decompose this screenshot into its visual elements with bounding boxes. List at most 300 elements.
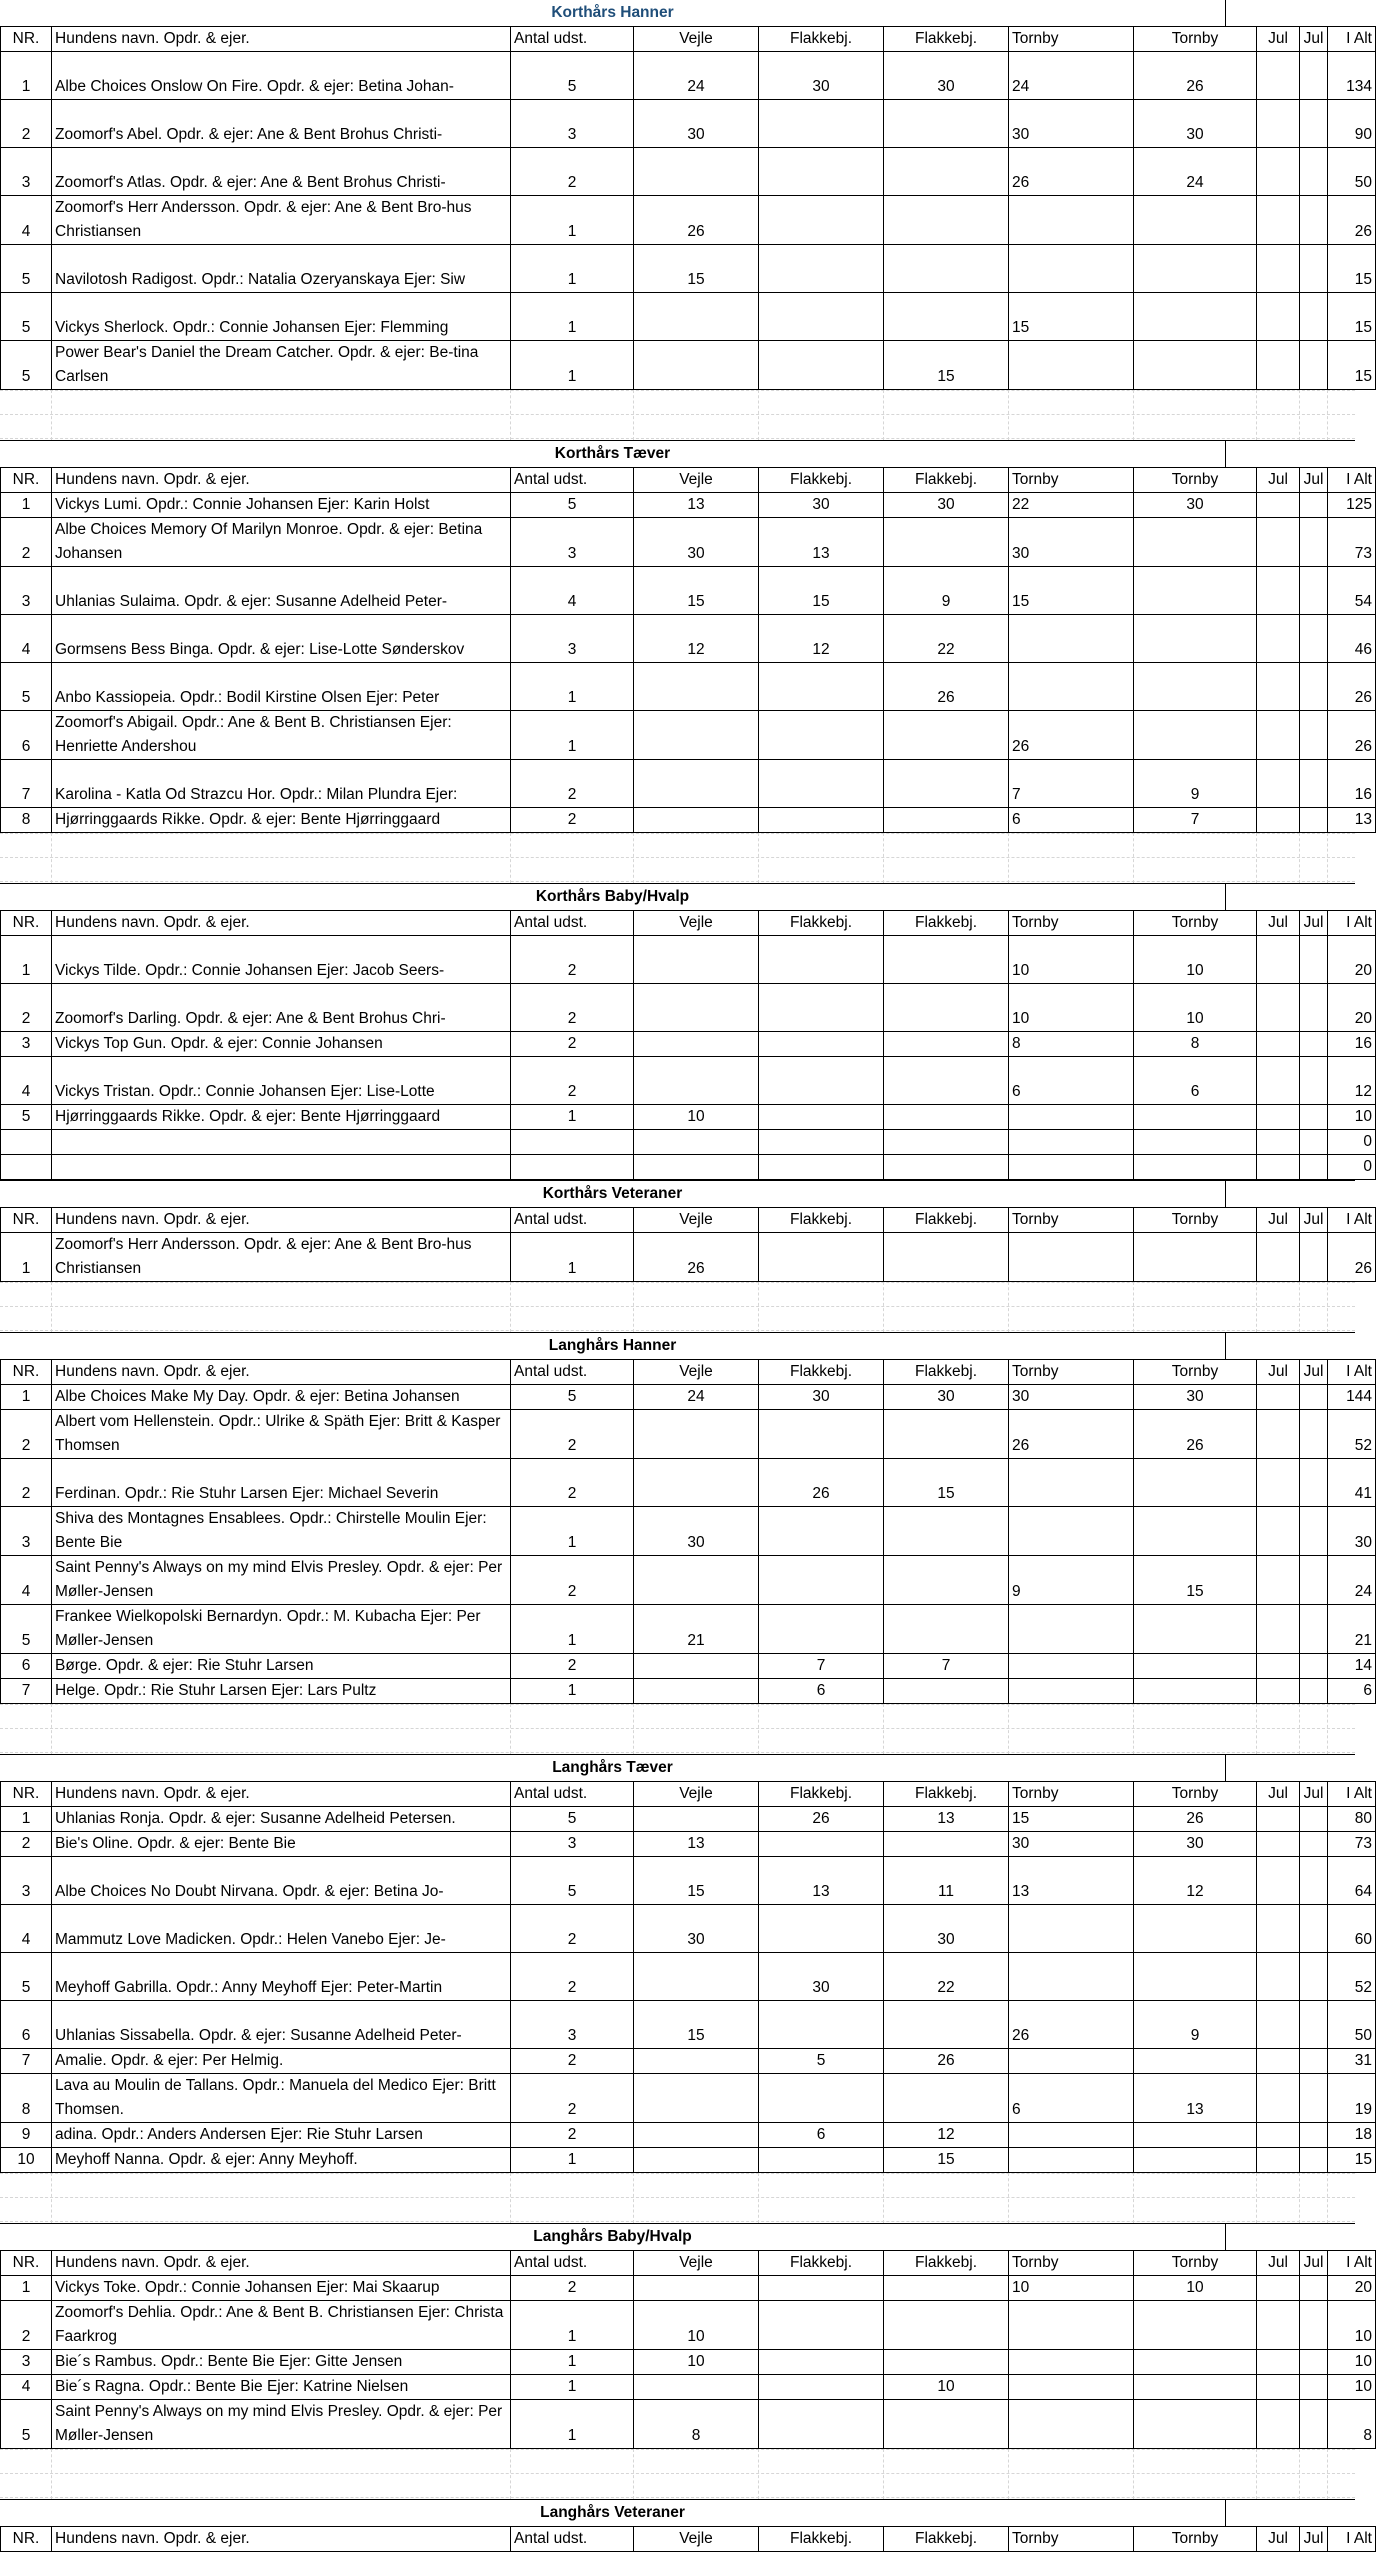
total-cell: 15 (1328, 293, 1376, 341)
score-cell: 6 (1009, 1057, 1134, 1105)
score-cell: 6 (1134, 1057, 1257, 1105)
header-row (1, 911, 1376, 936)
score-cell (1300, 760, 1328, 808)
score-cell: 30 (1134, 493, 1257, 518)
score-cell: 26 (634, 1233, 759, 1282)
rank-cell: 8 (1, 2074, 52, 2123)
score-cell (1300, 1832, 1328, 1857)
score-cell: 5 (511, 493, 634, 518)
score-cell (759, 2375, 884, 2400)
score-cell: 5 (511, 52, 634, 100)
ranking-table-korthaars-veteraner (0, 1207, 1376, 1282)
dog-name-text: Albe Choices No Doubt Nirvana. Opdr. & ejer: Betina Jo- (55, 1883, 444, 1900)
score-cell (1009, 2123, 1134, 2148)
score-cell (1300, 808, 1328, 833)
score-cell: 30 (759, 1385, 884, 1410)
score-cell (759, 2350, 884, 2375)
dog-name-text: Zoomorf's Atlas. Opdr. & ejer: Ane & Bent Brohus Christi- (55, 174, 446, 191)
score-cell: 10 (1134, 2276, 1257, 2301)
score-cell: 6 (1009, 2074, 1134, 2123)
rank-cell: 7 (1, 2049, 52, 2074)
column-header: Jul (1257, 27, 1300, 52)
score-cell: 2 (511, 1032, 634, 1057)
score-cell (759, 2400, 884, 2449)
gridline (0, 833, 1355, 834)
dog-name-cell (52, 2276, 511, 2301)
score-cell: 30 (759, 1953, 884, 2001)
rank-cell: 5 (1, 341, 52, 390)
table-row (1, 1857, 1376, 1905)
column-header: Vejle (634, 2251, 759, 2276)
gridline-gap (0, 833, 1355, 883)
score-cell (634, 1057, 759, 1105)
score-cell: 2 (511, 148, 634, 196)
score-cell (1134, 196, 1257, 245)
table-row (1, 808, 1376, 833)
score-cell: 2 (511, 2276, 634, 2301)
score-cell (1300, 1507, 1328, 1556)
column-header: I Alt (1328, 1360, 1376, 1385)
gridline (510, 1704, 511, 1754)
score-cell (1300, 1857, 1328, 1905)
score-cell (759, 1507, 884, 1556)
dog-name-cell (52, 663, 511, 711)
dog-name-cell (52, 245, 511, 293)
score-cell: 8 (1009, 1032, 1134, 1057)
score-cell (1134, 1605, 1257, 1654)
dog-name-cell (52, 2400, 511, 2449)
gridline (883, 1282, 884, 1332)
score-cell (884, 518, 1009, 567)
score-cell: 6 (1009, 808, 1134, 833)
score-cell: 24 (1009, 52, 1134, 100)
table-row (1, 936, 1376, 984)
rank-cell: 2 (1, 2301, 52, 2350)
score-cell (1009, 1679, 1134, 1704)
rank-cell: 5 (1, 1105, 52, 1130)
score-cell (759, 2148, 884, 2173)
score-cell (1257, 1233, 1300, 1282)
table-row (1, 341, 1376, 390)
score-cell (884, 1233, 1009, 1282)
gridline (633, 2173, 634, 2223)
rank-cell: 5 (1, 663, 52, 711)
dog-name-cell (52, 808, 511, 833)
gridline (883, 1704, 884, 1754)
gridline (0, 2221, 1355, 2222)
dog-name-cell (52, 1057, 511, 1105)
total-cell: 20 (1328, 2276, 1376, 2301)
dog-name-text: Børge. Opdr. & ejer: Rie Stuhr Larsen (55, 1657, 314, 1674)
column-header: Flakkebj. (884, 468, 1009, 493)
score-cell: 9 (1134, 760, 1257, 808)
gridline (0, 1728, 1355, 1729)
score-cell (759, 936, 884, 984)
rank-cell: 3 (1, 1857, 52, 1905)
score-cell: 11 (884, 1857, 1009, 1905)
score-cell (1257, 493, 1300, 518)
gridline (633, 1704, 634, 1754)
score-cell: 2 (511, 1556, 634, 1605)
score-cell (634, 1679, 759, 1704)
table-row (1, 1905, 1376, 1953)
total-cell: 20 (1328, 984, 1376, 1032)
column-header: Jul (1257, 2251, 1300, 2276)
score-cell (1257, 1953, 1300, 2001)
score-cell (1300, 2350, 1328, 2375)
column-header: Hundens navn. Opdr. & ejer. (52, 2251, 511, 2276)
score-cell: 2 (511, 936, 634, 984)
score-cell (759, 1556, 884, 1605)
score-cell (1134, 2123, 1257, 2148)
dog-name-cell (52, 518, 511, 567)
rank-cell: 1 (1, 936, 52, 984)
total-cell: 52 (1328, 1953, 1376, 2001)
table-row (1, 1155, 1376, 1180)
total-cell: 41 (1328, 1459, 1376, 1507)
score-cell: 30 (1009, 100, 1134, 148)
total-cell: 13 (1328, 808, 1376, 833)
dog-name-text: Frankee Wielkopolski Bernardyn. Opdr.: M. Kubacha Ejer: Per Møller-Jensen (55, 1608, 481, 1649)
total-cell: 15 (1328, 341, 1376, 390)
dog-name-text: Uhlanias Ronja. Opdr. & ejer: Susanne Adelheid Petersen. (55, 1810, 456, 1827)
column-header: Tornby (1009, 2527, 1134, 2552)
gridline (1327, 390, 1328, 440)
score-cell: 15 (884, 1459, 1009, 1507)
score-cell (1257, 1905, 1300, 1953)
section-title-text: Langhårs Tæver (0, 1755, 1226, 1781)
score-cell (1257, 1832, 1300, 1857)
score-cell (759, 2074, 884, 2123)
column-header: Tornby (1134, 27, 1257, 52)
gridline (0, 881, 1355, 882)
score-cell (634, 1130, 759, 1155)
column-header: Hundens navn. Opdr. & ejer. (52, 1782, 511, 1807)
score-cell: 3 (511, 100, 634, 148)
dog-name-text: Saint Penny's Always on my mind Elvis Presley. Opdr. & ejer: Per Møller-Jensen (55, 2403, 503, 2444)
score-cell: 24 (634, 1385, 759, 1410)
column-header: Hundens navn. Opdr. & ejer. (52, 468, 511, 493)
score-cell (1257, 2123, 1300, 2148)
column-header: Vejle (634, 468, 759, 493)
column-header: I Alt (1328, 911, 1376, 936)
total-cell: 14 (1328, 1654, 1376, 1679)
score-cell (1257, 1032, 1300, 1057)
dog-name-text: Zoomorf's Herr Andersson. Opdr. & ejer: Ane & Bent Bro-hus Christiansen (55, 1236, 472, 1277)
score-cell (1009, 2049, 1134, 2074)
score-cell: 13 (1134, 2074, 1257, 2123)
score-cell (1300, 2148, 1328, 2173)
column-header: Vejle (634, 911, 759, 936)
score-cell: 13 (1009, 1857, 1134, 1905)
gridline (51, 833, 52, 883)
table-row (1, 2350, 1376, 2375)
gridline (1299, 2173, 1300, 2223)
column-header: Flakkebj. (759, 2527, 884, 2552)
score-cell (1257, 808, 1300, 833)
score-cell (1300, 1410, 1328, 1459)
score-cell (1300, 2123, 1328, 2148)
gridline (1299, 1282, 1300, 1332)
score-cell (1300, 567, 1328, 615)
dog-name-cell (52, 1155, 511, 1180)
gridline (758, 390, 759, 440)
dog-name-cell (52, 1905, 511, 1953)
gridline (0, 438, 1355, 439)
gridline (633, 2449, 634, 2499)
total-cell: 6 (1328, 1679, 1376, 1704)
score-cell: 13 (884, 1807, 1009, 1832)
column-header: Hundens navn. Opdr. & ejer. (52, 1208, 511, 1233)
score-cell (1300, 615, 1328, 663)
score-cell (884, 2001, 1009, 2049)
score-cell (1134, 2350, 1257, 2375)
dog-name-cell (52, 2350, 511, 2375)
score-cell: 10 (634, 2350, 759, 2375)
score-cell (634, 1410, 759, 1459)
score-cell: 30 (1009, 518, 1134, 567)
column-header: Vejle (634, 1208, 759, 1233)
total-cell: 24 (1328, 1556, 1376, 1605)
total-cell: 20 (1328, 936, 1376, 984)
score-cell: 2 (511, 1057, 634, 1105)
table-row (1, 2123, 1376, 2148)
gridline (1256, 1704, 1257, 1754)
dog-name-text: Vickys Toke. Opdr.: Connie Johansen Ejer: Mai Skaarup (55, 2279, 440, 2296)
score-cell (1134, 711, 1257, 760)
total-cell: 0 (1328, 1130, 1376, 1155)
total-cell: 10 (1328, 2375, 1376, 2400)
score-cell (1009, 341, 1134, 390)
dog-name-text: Bie´s Ragna. Opdr.: Bente Bie Ejer: Katrine Nielsen (55, 2378, 409, 2395)
column-header: Flakkebj. (884, 1782, 1009, 1807)
dog-name-cell (52, 1832, 511, 1857)
score-cell: 15 (634, 245, 759, 293)
column-header: Jul (1257, 468, 1300, 493)
score-cell: 2 (511, 1410, 634, 1459)
gridline (0, 2449, 1355, 2450)
score-cell: 2 (511, 2123, 634, 2148)
score-cell (1300, 1905, 1328, 1953)
section-title-text: Korthårs Baby/Hvalp (0, 884, 1226, 910)
gridline-gap (0, 2173, 1355, 2223)
column-header: Antal udst. (511, 468, 634, 493)
score-cell: 7 (759, 1654, 884, 1679)
column-header: NR. (1, 1208, 52, 1233)
column-header: Antal udst. (511, 1360, 634, 1385)
column-header: Tornby (1009, 468, 1134, 493)
dog-name-cell (52, 1654, 511, 1679)
rank-cell: 7 (1, 1679, 52, 1704)
score-cell: 5 (511, 1385, 634, 1410)
column-header: Tornby (1009, 911, 1134, 936)
score-cell: 12 (634, 615, 759, 663)
column-header: I Alt (1328, 2527, 1376, 2552)
ranking-table-korthaars-taever (0, 467, 1376, 833)
score-cell: 15 (1009, 293, 1134, 341)
ranking-table-langhaars-veteraner (0, 2526, 1376, 2552)
score-cell (634, 1459, 759, 1507)
score-cell (884, 711, 1009, 760)
column-header: Flakkebj. (884, 1208, 1009, 1233)
total-cell: 90 (1328, 100, 1376, 148)
column-header: Flakkebj. (759, 1360, 884, 1385)
table-row (1, 567, 1376, 615)
column-header: NR. (1, 1360, 52, 1385)
score-cell: 8 (1134, 1032, 1257, 1057)
column-header: Flakkebj. (759, 468, 884, 493)
rank-cell: 6 (1, 2001, 52, 2049)
score-cell (759, 148, 884, 196)
gridline (1133, 2173, 1134, 2223)
gridline (510, 1282, 511, 1332)
total-cell: 46 (1328, 615, 1376, 663)
score-cell: 1 (511, 2400, 634, 2449)
score-cell (1300, 1105, 1328, 1130)
score-cell (884, 984, 1009, 1032)
gridline (758, 1282, 759, 1332)
score-cell (1257, 245, 1300, 293)
rank-cell: 2 (1, 1410, 52, 1459)
column-header: NR. (1, 27, 52, 52)
score-cell (759, 1605, 884, 1654)
score-cell (884, 1155, 1009, 1180)
table-row (1, 1556, 1376, 1605)
gridline (1008, 1282, 1009, 1332)
dog-name-cell (52, 2049, 511, 2074)
column-header: Flakkebj. (884, 27, 1009, 52)
dog-name-cell (52, 1605, 511, 1654)
column-header: Flakkebj. (884, 1360, 1009, 1385)
total-cell: 0 (1328, 1155, 1376, 1180)
dog-name-cell (52, 1953, 511, 2001)
score-cell: 7 (1134, 808, 1257, 833)
column-header: I Alt (1328, 468, 1376, 493)
dog-name-cell (52, 1410, 511, 1459)
dog-name-cell (52, 2301, 511, 2350)
column-header: Antal udst. (511, 27, 634, 52)
gridline (0, 1282, 1355, 1283)
score-cell (1257, 663, 1300, 711)
total-cell: 50 (1328, 148, 1376, 196)
score-cell: 12 (1134, 1857, 1257, 1905)
gridline (1299, 833, 1300, 883)
score-cell (1134, 663, 1257, 711)
score-cell: 2 (511, 2049, 634, 2074)
column-header: Tornby (1134, 1360, 1257, 1385)
score-cell: 9 (1134, 2001, 1257, 2049)
section-title-korthaars-veteraner (0, 1180, 1355, 1207)
score-cell (1300, 711, 1328, 760)
score-cell (634, 936, 759, 984)
gridline (1327, 833, 1328, 883)
score-cell (1300, 663, 1328, 711)
dog-name-cell (52, 1857, 511, 1905)
score-cell (1257, 1105, 1300, 1130)
table-row (1, 1605, 1376, 1654)
column-header: Hundens navn. Opdr. & ejer. (52, 27, 511, 52)
score-cell (1134, 1905, 1257, 1953)
score-cell (759, 341, 884, 390)
column-header: Jul (1300, 27, 1328, 52)
dog-name-text: Helge. Opdr.: Rie Stuhr Larsen Ejer: Lars Pultz (55, 1682, 377, 1699)
score-cell (1300, 2301, 1328, 2350)
score-cell (884, 100, 1009, 148)
section-title-text: Langhårs Veteraner (0, 2500, 1226, 2526)
score-cell: 13 (759, 1857, 884, 1905)
score-cell (634, 1953, 759, 2001)
header-row (1, 2251, 1376, 2276)
score-cell (1009, 1605, 1134, 1654)
table-row (1, 1807, 1376, 1832)
score-cell (1300, 1130, 1328, 1155)
dog-name-cell (52, 1385, 511, 1410)
score-cell (1009, 1905, 1134, 1953)
column-header: Jul (1300, 1360, 1328, 1385)
dog-name-cell (52, 567, 511, 615)
score-cell (759, 293, 884, 341)
table-row (1, 1130, 1376, 1155)
score-cell (759, 711, 884, 760)
score-cell: 5 (759, 2049, 884, 2074)
score-cell (1134, 2301, 1257, 2350)
score-cell (1257, 1654, 1300, 1679)
score-cell (759, 2301, 884, 2350)
score-cell: 6 (759, 2123, 884, 2148)
rank-cell: 2 (1, 984, 52, 1032)
column-header: Tornby (1009, 1208, 1134, 1233)
score-cell (1134, 518, 1257, 567)
score-cell (884, 2276, 1009, 2301)
score-cell (1300, 1953, 1328, 2001)
score-cell (1009, 1105, 1134, 1130)
score-cell (759, 984, 884, 1032)
score-cell (1134, 1654, 1257, 1679)
total-cell: 54 (1328, 567, 1376, 615)
score-cell (1257, 1679, 1300, 1704)
score-cell (884, 1130, 1009, 1155)
dog-name-cell (52, 1130, 511, 1155)
dog-name-text: adina. Opdr.: Anders Andersen Ejer: Rie Stuhr Larsen (55, 2126, 423, 2143)
score-cell: 2 (511, 1905, 634, 1953)
dog-name-cell (52, 2123, 511, 2148)
header-row (1, 2527, 1376, 2552)
score-cell (759, 1905, 884, 1953)
total-cell: 8 (1328, 2400, 1376, 2449)
table-row (1, 1032, 1376, 1057)
total-cell: 15 (1328, 2148, 1376, 2173)
gridline (0, 2497, 1355, 2498)
gridline (0, 857, 1355, 858)
dog-name-text: Albe Choices Onslow On Fire. Opdr. & ejer: Betina Johan- (55, 78, 454, 95)
dog-name-text: Hjørringgaards Rikke. Opdr. & ejer: Bente Hjørringgaard (55, 811, 441, 828)
score-cell: 1 (511, 293, 634, 341)
score-cell: 10 (1134, 936, 1257, 984)
gridline (51, 1282, 52, 1332)
score-cell (759, 1105, 884, 1130)
rank-cell: 5 (1, 1953, 52, 2001)
header-row (1, 468, 1376, 493)
score-cell (634, 1155, 759, 1180)
score-cell (1009, 245, 1134, 293)
gridline (1256, 2173, 1257, 2223)
gridline-gap (0, 1704, 1355, 1754)
score-cell: 26 (1134, 52, 1257, 100)
rank-cell: 1 (1, 1807, 52, 1832)
gridline-gap (0, 390, 1355, 440)
score-cell (1300, 2276, 1328, 2301)
table-row (1, 245, 1376, 293)
